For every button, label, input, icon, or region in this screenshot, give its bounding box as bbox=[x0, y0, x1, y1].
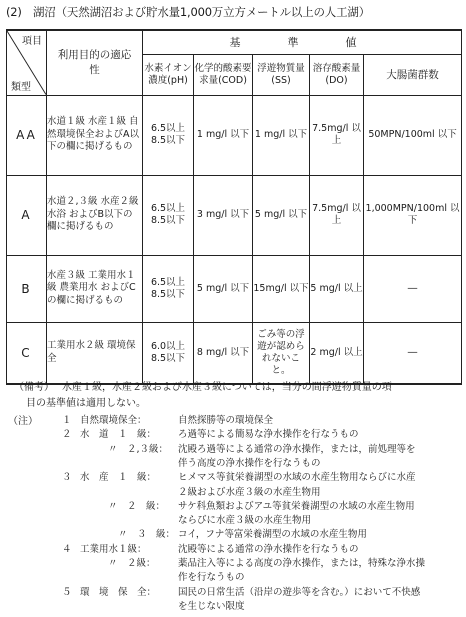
note-desc: サケ科魚類およびアユ等貧栄養湖型の水域の水産生物用 bbox=[178, 500, 415, 512]
coliform-cell: ― bbox=[364, 322, 462, 384]
note-desc: 国民の日常生活（沿岸の遊歩等を含む。）において不快感 bbox=[178, 586, 421, 598]
do-cell: 2 mg/l 以上 bbox=[310, 322, 364, 384]
col-ss: 浮遊物質量(SS) bbox=[253, 54, 310, 95]
note-desc: ２級および水産３級の水産生物用 bbox=[178, 486, 321, 498]
standard-header: 基 準 値 bbox=[143, 30, 462, 54]
note-term: 水 道 １ 級： bbox=[80, 429, 157, 441]
ph-cell: 6.0以上 8.5以下 bbox=[143, 322, 194, 384]
note-desc: 作を行なうもの bbox=[178, 572, 245, 584]
corner-header bbox=[7, 30, 47, 95]
note-term: 環 境 保 全： bbox=[80, 586, 157, 598]
note-desc: ヒメマス等貧栄養湖型の水域の水産生物用ならびに水産 bbox=[178, 472, 416, 484]
cod-cell: 3 mg/l 以下 bbox=[194, 175, 253, 255]
cod-cell: 8 mg/l 以下 bbox=[194, 322, 253, 384]
note-term: 〃 ２,３級： bbox=[108, 443, 169, 455]
note-term: 自然環境保全： bbox=[80, 415, 147, 426]
coliform-cell: 1,000MPN/100ml 以下 bbox=[364, 175, 462, 255]
note-desc: 伴う高度の浄水操作を行なうもの bbox=[178, 457, 321, 469]
do-cell: 7.5mg/l 以上 bbox=[310, 95, 364, 175]
section-title: (2) 湖沼（天然湖沼および貯水量1,000万立方メートル以上の人工湖） bbox=[6, 5, 371, 19]
do-cell: 5 mg/l 以上 bbox=[310, 255, 364, 322]
note-num: ５ bbox=[62, 586, 72, 598]
corner-type-label: 類型 bbox=[11, 81, 31, 93]
note-num: ２ bbox=[62, 429, 72, 441]
table-row bbox=[7, 95, 462, 175]
class-cell: C bbox=[7, 322, 47, 384]
do-cell: 7.5mg/l 以上 bbox=[310, 175, 364, 255]
note-desc: 沈殿等による通常の浄水操作を行なうもの bbox=[178, 543, 359, 555]
col-ph: 水素イオン濃度(pH) bbox=[143, 54, 194, 95]
remarks-label: （備考） bbox=[14, 382, 54, 393]
cod-cell: 5 mg/l 以下 bbox=[194, 255, 253, 322]
corner-item-label: 項目 bbox=[22, 36, 42, 47]
remarks-text-line1: 水産１級，水産２級および水産３級については，当分の間浮遊物質量の項 bbox=[62, 382, 392, 393]
coliform-cell: 50MPN/100ml 以下 bbox=[364, 95, 462, 175]
note-desc: 沈殿ろ過等による通常の浄水操作，または，前処理等を bbox=[178, 443, 416, 455]
note-desc: ならびに水産３級の水産生物用 bbox=[178, 515, 312, 527]
notes-label: （注） bbox=[8, 416, 38, 427]
use-cell: 工業用水２級 環境保全 bbox=[47, 322, 143, 384]
table-row bbox=[7, 255, 462, 322]
table-row bbox=[7, 175, 462, 255]
note-num: ３ bbox=[62, 472, 72, 484]
note-num: １ bbox=[62, 415, 72, 426]
coliform-cell: ― bbox=[364, 255, 462, 322]
note-term: 〃 ３ 級： bbox=[118, 529, 176, 541]
standards-table bbox=[6, 29, 462, 385]
class-cell: A bbox=[7, 175, 47, 255]
note-term: 工業用水１級： bbox=[80, 543, 147, 555]
use-header: 利用目的の適応性 bbox=[47, 30, 143, 95]
col-coliform: 大腸菌群数 bbox=[364, 54, 462, 95]
ph-cell: 6.5以上 8.5以下 bbox=[143, 255, 194, 322]
note-desc: コイ，フナ等富栄養湖型の水域の水産生物用 bbox=[178, 529, 367, 541]
ss-cell: ごみ等の浮遊が認められないこと。 bbox=[253, 322, 310, 384]
cod-cell: 1 mg/l 以下 bbox=[194, 95, 253, 175]
ss-cell: 1 mg/l 以下 bbox=[253, 95, 310, 175]
class-cell: B bbox=[7, 255, 47, 322]
note-desc: 薬品注入等による高度の浄水操作，または，特殊な浄水操 bbox=[178, 558, 426, 569]
use-cell: 水道２,３級 水産２級 水浴 およびB以下の欄に掲げるもの bbox=[47, 175, 143, 255]
note-desc: ろ過等による簡易な浄水操作を行なうもの bbox=[178, 429, 359, 441]
ss-cell: 15mg/l 以下 bbox=[253, 255, 310, 322]
ph-cell: 6.5以上 8.5以下 bbox=[143, 175, 194, 255]
table-row bbox=[7, 322, 462, 384]
ss-cell: 5 mg/l 以下 bbox=[253, 175, 310, 255]
use-cell: 水産３級 工業用水１級 農業用水 およびCの欄に掲げるもの bbox=[47, 255, 143, 322]
note-num: ４ bbox=[62, 543, 72, 555]
ph-cell: 6.5以上 8.5以下 bbox=[143, 95, 194, 175]
note-term: 水 産 １ 級： bbox=[80, 472, 157, 484]
note-term: 〃 ２級： bbox=[108, 558, 156, 569]
note-term: 〃 ２ 級： bbox=[108, 500, 166, 512]
note-desc: を生じない限度 bbox=[178, 600, 245, 612]
remarks-text-line2: 目の基準値は適用しない。 bbox=[26, 398, 146, 409]
class-cell: AA bbox=[7, 95, 47, 175]
col-do: 溶存酸素量(DO) bbox=[310, 54, 364, 95]
use-cell: 水道１級 水産１級 自然環境保全およびA以下の欄に掲げるもの bbox=[47, 95, 143, 175]
col-cod: 化学的酸素要求量(COD) bbox=[194, 54, 253, 95]
note-desc: 自然探勝等の環境保全 bbox=[178, 415, 274, 426]
